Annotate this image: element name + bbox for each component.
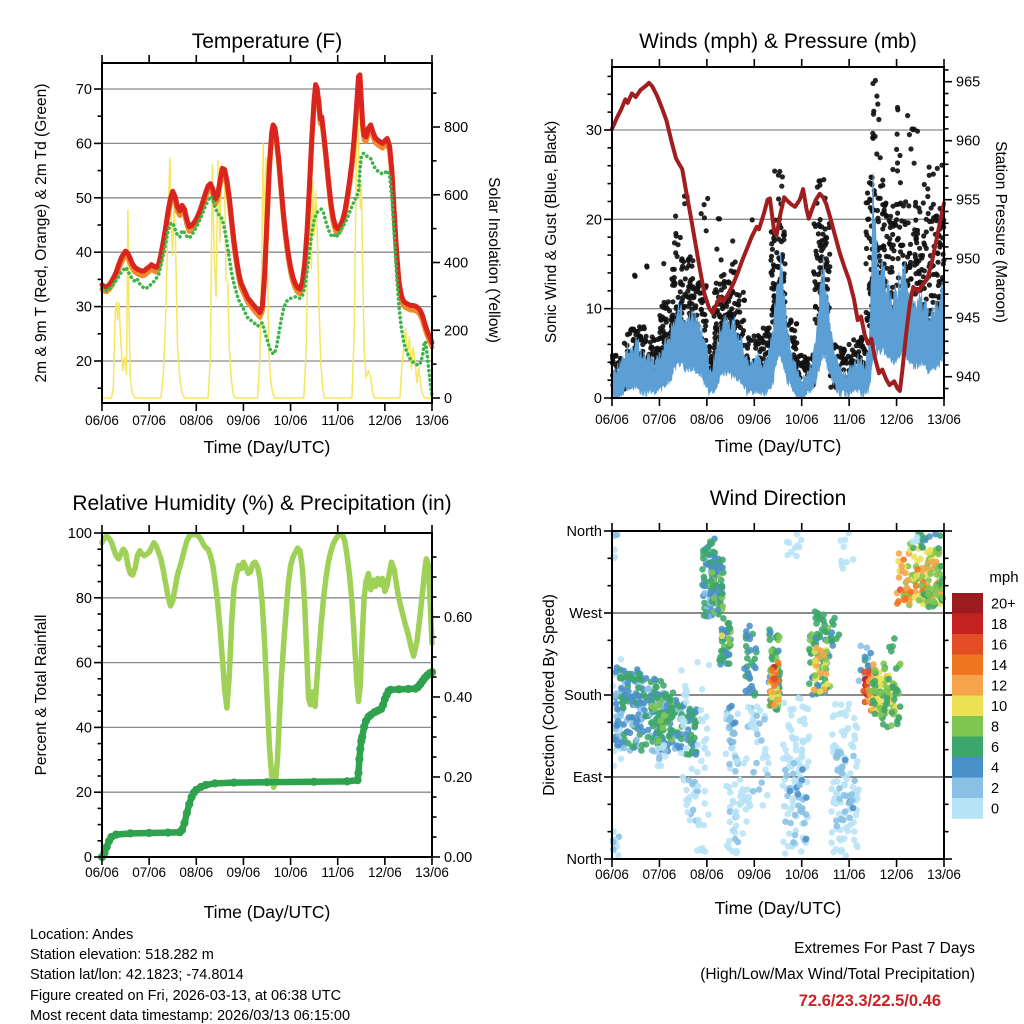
svg-text:0: 0 — [83, 850, 92, 866]
panel4-ylabel-left: Direction (Colored By Speed) — [541, 594, 558, 796]
svg-text:09/06: 09/06 — [226, 865, 261, 880]
svg-text:50: 50 — [75, 190, 92, 207]
svg-text:North: North — [566, 524, 602, 540]
svg-text:13/06: 13/06 — [927, 867, 961, 882]
svg-text:10/06: 10/06 — [273, 413, 308, 428]
panel3-xlabel: Time (Day/UTC) — [203, 902, 331, 922]
svg-text:20: 20 — [585, 212, 602, 229]
svg-text:30: 30 — [75, 299, 92, 316]
svg-text:10/06: 10/06 — [784, 412, 819, 427]
svg-text:8: 8 — [991, 719, 1000, 736]
svg-text:100: 100 — [67, 526, 92, 542]
svg-text:18: 18 — [991, 616, 1008, 633]
svg-text:12: 12 — [991, 678, 1008, 695]
latest-data-timestamp: Most recent data timestamp: 2026/03/13 06:15:00 — [30, 1007, 351, 1024]
svg-text:07/06: 07/06 — [642, 412, 677, 427]
svg-text:0.20: 0.20 — [444, 770, 473, 786]
panel2-xlabel: Time (Day/UTC) — [714, 436, 842, 456]
svg-text:09/06: 09/06 — [226, 413, 261, 428]
colorbar-unit-label: mph — [989, 569, 1019, 586]
svg-text:14: 14 — [991, 657, 1008, 674]
svg-text:11/06: 11/06 — [321, 865, 355, 880]
svg-text:06/06: 06/06 — [595, 867, 629, 882]
panel1-temperature — [76, 55, 468, 428]
svg-text:60: 60 — [75, 136, 92, 153]
svg-text:07/06: 07/06 — [132, 865, 167, 880]
extremes-title: Extremes For Past 7 Days — [794, 940, 975, 957]
panel2-ylabel-left: Sonic Wind & Gust (Blue, Black) — [543, 120, 560, 344]
svg-text:13/06: 13/06 — [927, 412, 961, 427]
svg-text:40: 40 — [75, 245, 92, 262]
svg-text:09/06: 09/06 — [737, 412, 772, 427]
svg-text:0: 0 — [991, 801, 1000, 818]
svg-text:11/06: 11/06 — [832, 867, 866, 882]
station-latlon: Station lat/lon: 42.1823; -74.8014 — [30, 967, 244, 984]
svg-text:20: 20 — [75, 785, 92, 802]
svg-text:30: 30 — [585, 123, 602, 139]
svg-text:200: 200 — [444, 323, 469, 340]
panel2-winds-pressure — [586, 59, 980, 427]
svg-text:16: 16 — [991, 637, 1008, 654]
svg-text:945: 945 — [956, 310, 981, 327]
svg-text:950: 950 — [956, 251, 981, 268]
panel3-humidity-precip — [68, 525, 472, 880]
svg-text:80: 80 — [75, 590, 92, 607]
panel4-title: Wind Direction — [709, 487, 847, 510]
panel1-ylabel-right: Solar Insolation (Yellow) — [485, 177, 502, 343]
svg-text:10/06: 10/06 — [784, 867, 819, 882]
svg-text:40: 40 — [75, 720, 92, 737]
svg-text:400: 400 — [444, 255, 469, 272]
station-location: Location: Andes — [30, 927, 134, 943]
svg-text:11/06: 11/06 — [321, 413, 355, 428]
svg-text:06/06: 06/06 — [595, 412, 629, 427]
svg-text:0: 0 — [593, 391, 602, 407]
svg-text:2: 2 — [991, 780, 1000, 797]
panel1-title: Temperature (F) — [191, 30, 343, 53]
panel4-xlabel: Time (Day/UTC) — [714, 898, 842, 918]
svg-text:12/06: 12/06 — [879, 867, 914, 882]
svg-text:10/06: 10/06 — [273, 865, 308, 880]
svg-text:0.00: 0.00 — [444, 850, 473, 866]
svg-text:940: 940 — [956, 369, 981, 386]
svg-text:06/06: 06/06 — [85, 413, 119, 428]
svg-text:955: 955 — [956, 192, 981, 209]
svg-text:13/06: 13/06 — [415, 865, 449, 880]
svg-text:13/06: 13/06 — [415, 413, 449, 428]
svg-text:0.60: 0.60 — [444, 610, 473, 626]
svg-text:10: 10 — [991, 698, 1008, 715]
svg-text:07/06: 07/06 — [642, 867, 677, 882]
station-info-block — [30, 925, 350, 1024]
svg-text:0: 0 — [444, 391, 453, 407]
panel3-title: Relative Humidity (%) & Precipitation (in) — [72, 492, 452, 515]
svg-text:North: North — [566, 852, 602, 868]
svg-text:West: West — [569, 606, 602, 622]
svg-text:12/06: 12/06 — [367, 865, 402, 880]
svg-text:960: 960 — [956, 133, 981, 150]
svg-text:06/06: 06/06 — [85, 865, 119, 880]
svg-text:20: 20 — [75, 354, 92, 370]
svg-text:600: 600 — [444, 187, 469, 204]
extremes-block — [700, 936, 975, 1014]
station-elevation: Station elevation: 518.282 m — [30, 947, 214, 964]
svg-text:08/06: 08/06 — [179, 413, 214, 428]
panel2-title: Winds (mph) & Pressure (mb) — [639, 30, 917, 53]
svg-text:East: East — [572, 770, 602, 786]
svg-text:60: 60 — [75, 655, 92, 672]
extremes-subtitle: (High/Low/Max Wind/Total Precipitation) — [700, 966, 975, 983]
svg-text:09/06: 09/06 — [737, 867, 772, 882]
panel4-wind-direction — [564, 523, 961, 882]
svg-text:07/06: 07/06 — [132, 413, 167, 428]
panel1-xlabel: Time (Day/UTC) — [203, 437, 331, 457]
svg-text:70: 70 — [75, 82, 92, 98]
svg-text:20+: 20+ — [991, 596, 1016, 613]
panel3-ylabel-left: Percent & Total Rainfall — [33, 614, 50, 776]
figure-created-timestamp: Figure created on Fri, 2026-03-13, at 06:38 UTC — [30, 987, 342, 1004]
svg-text:11/06: 11/06 — [832, 412, 866, 427]
svg-text:0.40: 0.40 — [444, 690, 473, 706]
svg-text:12/06: 12/06 — [879, 412, 914, 427]
extremes-values: 72.6/23.3/22.5/0.46 — [798, 992, 941, 1010]
svg-text:800: 800 — [444, 120, 469, 136]
panel2-ylabel-right: Station Pressure (Maroon) — [992, 141, 1009, 323]
svg-text:12/06: 12/06 — [367, 413, 402, 428]
svg-text:08/06: 08/06 — [689, 867, 724, 882]
svg-text:08/06: 08/06 — [689, 412, 724, 427]
svg-text:08/06: 08/06 — [179, 865, 214, 880]
svg-text:6: 6 — [991, 739, 1000, 756]
panel1-ylabel-left: 2m & 9m T (Red, Orange) & 2m Td (Green) — [33, 83, 50, 383]
svg-text:4: 4 — [991, 760, 1000, 777]
wind-speed-colorbar — [952, 593, 1016, 819]
svg-text:10: 10 — [585, 301, 602, 318]
svg-text:South: South — [564, 688, 602, 704]
svg-text:965: 965 — [956, 74, 981, 91]
